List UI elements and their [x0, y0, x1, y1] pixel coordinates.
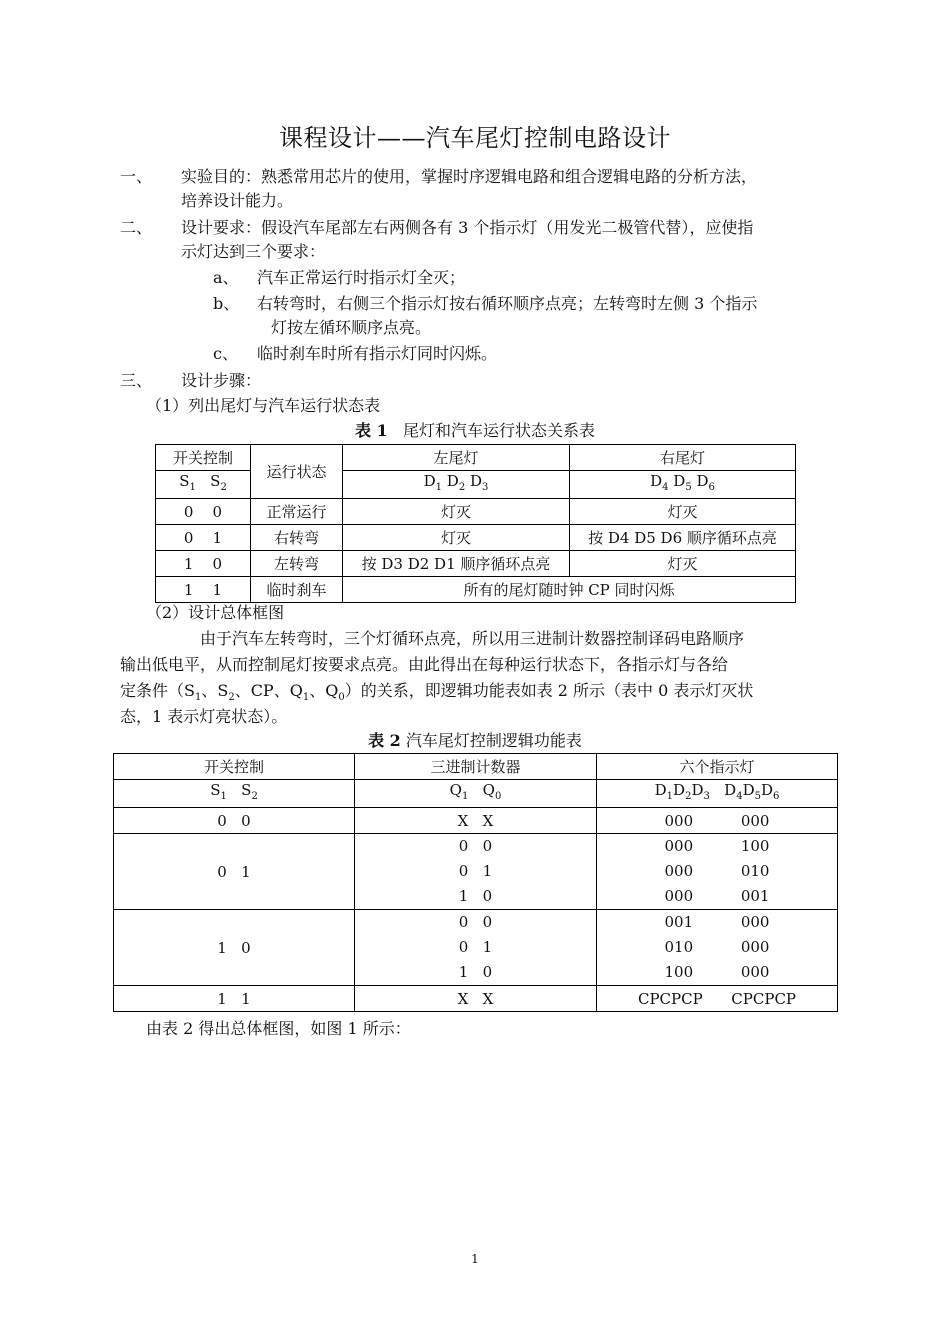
step-1-heading: （1）列出尾灯与汽车运行状态表	[146, 396, 381, 415]
table-2-cell-switch: 0 0	[114, 808, 355, 834]
table-2-cell-lights	[597, 910, 838, 986]
requirement-a: 汽车正常运行时指示灯全灭；	[257, 268, 466, 287]
table-1-subheader-right: $D_4$ $D_5$ $D_6$	[570, 471, 796, 499]
table-1-caption-text: 尾灯和汽车运行状态关系表	[402, 421, 595, 440]
counter-value: 0 1	[458, 938, 493, 956]
table-2-cell-counter	[355, 910, 597, 986]
table-1-cell-left: 灯灭	[343, 499, 570, 525]
table-row	[156, 577, 796, 603]
requirement-c: 临时刹车时所有指示灯同时闪烁。	[257, 344, 498, 363]
table-2-cell-switch: 1 1	[114, 986, 355, 1012]
table-row	[156, 499, 796, 525]
table-row	[156, 551, 796, 577]
table-1-cell-state: 临时刹车	[251, 577, 343, 603]
lights-value: 000 010	[664, 862, 770, 880]
table-1-cell-state: 右转弯	[251, 525, 343, 551]
requirement-c-label: c、	[213, 344, 238, 363]
lights-value: 010 000	[664, 938, 770, 956]
section-1-line-2: 培养设计能力。	[181, 191, 294, 210]
paragraph-line-3-end: ）的关系，即逻辑功能表如表 2 所示（表中 0 表示灯灭状	[344, 681, 754, 700]
table-1-cell-right: 按 D4 D5 D6 顺序循环点亮	[570, 525, 796, 551]
table-1-cell-switch: 0 1	[156, 525, 251, 551]
table-2-caption	[0, 730, 950, 752]
table-1-caption	[0, 420, 950, 442]
table-1-header-left: 左尾灯	[343, 445, 570, 471]
table-2-cell-lights: CPCPCP CPCPCP	[597, 986, 838, 1012]
page-number: 1	[471, 1252, 479, 1266]
section-2-line-2: 示灯达到三个要求：	[181, 242, 326, 261]
table-2-cell-counter: X X	[355, 986, 597, 1012]
section-2-number: 二、	[120, 218, 153, 237]
table-1-cell-merged: 所有的尾灯随时钟 CP 同时闪烁	[343, 577, 796, 603]
requirement-b-label: b、	[213, 294, 240, 313]
table-1-header-right: 右尾灯	[570, 445, 796, 471]
table-2-header-counter: 三进制计数器	[355, 754, 597, 780]
table-2-subheader-lights: $D_1D_2D_3$ $D_4D_5D_6$	[597, 780, 838, 808]
lights-value: 001 000	[664, 913, 770, 931]
table-1-cell-state: 左转弯	[251, 551, 343, 577]
counter-value: 1 0	[458, 963, 493, 981]
table-2-subheader-counter: $Q_1$ $Q_0$	[355, 780, 597, 808]
closing-line: 由表 2 得出总体框图，如图 1 所示：	[146, 1019, 411, 1038]
lights-value: 000 100	[664, 837, 770, 855]
table-row	[114, 910, 838, 986]
paragraph-line-3-start: 定条件（S	[120, 681, 195, 700]
table-1-cell-left: 灯灭	[343, 525, 570, 551]
table-1-header-switch: 开关控制	[156, 445, 251, 471]
requirement-a-label: a、	[213, 268, 239, 287]
section-3-number: 三、	[120, 371, 153, 390]
counter-value: 1 0	[458, 887, 493, 905]
table-2-subheader-switch: $S_1$ $S_2$	[114, 780, 355, 808]
page-title: 课程设计——汽车尾灯控制电路设计	[279, 124, 671, 152]
table-1-subheader-switch: $S_1$ $S_2$	[156, 471, 251, 499]
counter-value: 0 1	[458, 862, 493, 880]
table-row	[156, 525, 796, 551]
table-1-header-state: 运行状态	[251, 445, 343, 499]
table-2-cell-counter: X X	[355, 808, 597, 834]
paragraph-line-4: 态，1 表示灯亮状态）。	[120, 707, 288, 726]
paragraph-line-1: 由于汽车左转弯时，三个灯循环点亮，所以用三进制计数器控制译码电路顺序	[200, 629, 745, 648]
table-1-cell-switch: 0 0	[156, 499, 251, 525]
section-3-title: 设计步骤：	[181, 371, 262, 390]
section-2-line-1: 设计要求：假设汽车尾部左右两侧各有 3 个指示灯（用发光二极管代替），应使指	[181, 218, 754, 237]
table-1-cell-left: 按 D3 D2 D1 顺序循环点亮	[343, 551, 570, 577]
table-row	[114, 986, 838, 1012]
table-row	[114, 808, 838, 834]
section-1-number: 一、	[120, 167, 153, 186]
table-2-header-switch: 开关控制	[114, 754, 355, 780]
section-1-line-1: 实验目的：熟悉常用芯片的使用，掌握时序逻辑电路和组合逻辑电路的分析方法，	[181, 167, 758, 186]
table-2	[113, 753, 838, 1012]
table-2-caption-prefix: 表 2	[368, 731, 401, 750]
requirement-b-line-1: 右转弯时，右侧三个指示灯按右循环顺序点亮；左转弯时左侧 3 个指示	[257, 294, 758, 313]
table-2-cell-switch: 1 0	[114, 910, 355, 986]
lights-value: 100 000	[664, 963, 770, 981]
table-1	[155, 444, 796, 603]
counter-value: 0 0	[458, 913, 493, 931]
table-1-caption-prefix: 表 1	[355, 421, 388, 440]
table-1-subheader-left: $D_1$ $D_2$ $D_3$	[343, 471, 570, 499]
table-1-cell-switch: 1 1	[156, 577, 251, 603]
table-2-header-lights: 六个指示灯	[597, 754, 838, 780]
step-2-heading: （2）设计总体框图	[146, 603, 285, 622]
paragraph-line-2: 输出低电平，从而控制尾灯按要求点亮。由此得出在每种运行状态下，各指示灯与各给	[120, 655, 729, 674]
table-2-cell-switch: 0 1	[114, 834, 355, 910]
requirement-b-line-2: 灯按左循环顺序点亮。	[271, 318, 432, 337]
table-2-cell-lights: 000 000	[597, 808, 838, 834]
table-2-cell-counter	[355, 834, 597, 910]
table-1-cell-state: 正常运行	[251, 499, 343, 525]
table-row	[114, 834, 838, 910]
table-2-caption-text: 汽车尾灯控制逻辑功能表	[405, 731, 582, 750]
table-1-cell-right: 灯灭	[570, 551, 796, 577]
table-1-cell-switch: 1 0	[156, 551, 251, 577]
table-1-cell-right: 灯灭	[570, 499, 796, 525]
table-2-cell-lights	[597, 834, 838, 910]
lights-value: 000 001	[664, 887, 770, 905]
counter-value: 0 0	[458, 837, 493, 855]
paragraph-line-3: 定条件（$S_1$、$S_2$、CP、$Q_1$、$Q_0$）的关系，即逻辑功能表如表 2 所示（表中 0 表示灯灭状	[120, 681, 754, 704]
